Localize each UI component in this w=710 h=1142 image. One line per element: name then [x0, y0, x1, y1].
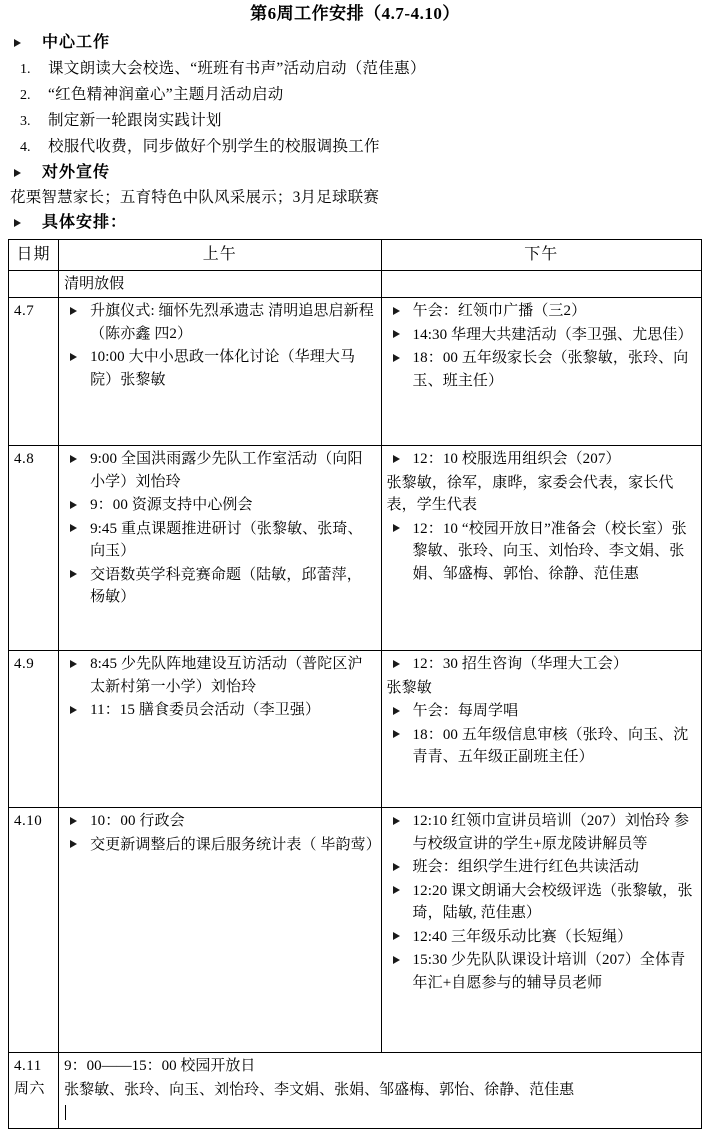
bullet-item — [64, 346, 376, 391]
bullet-item-label: 午会：每周学唱 — [412, 703, 519, 720]
cell-text: 张黎敏 — [386, 679, 432, 696]
table-cell — [59, 808, 381, 1053]
bullet-item-label: 18：00 五年级家长会（张黎敏，张玲、向玉、班主任） — [412, 350, 689, 389]
arrow-bullet-icon — [8, 163, 42, 183]
heading-central-work-label: 中心工作 — [42, 34, 111, 52]
heading-publicity — [8, 161, 704, 185]
bullet-item-label: 9:00 全国洪雨露少先队工作室活动（向阳小学）刘怡玲 — [90, 451, 363, 490]
bullet-item-label: 18：00 五年级信息审核（张玲、向玉、沈青青、五年级正副班主任） — [412, 726, 689, 766]
cell-afternoon — [381, 270, 701, 298]
arrow-bullet-icon — [387, 810, 413, 833]
bullet-item — [387, 880, 697, 925]
cell-date: 4.8 — [9, 446, 59, 651]
table-row — [9, 298, 702, 446]
table-row — [9, 808, 702, 1053]
cell-saturday-content — [59, 1053, 702, 1129]
bullet-item-label: 9:45 重点课题推进研讨（张黎敏、张琦、向玉） — [90, 520, 363, 560]
bullet-item-label: 班会：组织学生进行红色共读活动 — [412, 859, 640, 876]
bullet-item — [387, 653, 697, 676]
arrow-bullet-icon — [64, 834, 90, 857]
table-cell — [381, 446, 701, 651]
bullet-item — [387, 518, 697, 586]
bullet-item-label: 12:10 红领巾宣讲员培训（207）刘怡玲 参与校级宣讲的学生+原龙陵讲解员等 — [412, 813, 690, 852]
bullet-item — [64, 448, 376, 493]
list-item-number: 3. — [20, 114, 31, 130]
bullet-item — [64, 494, 376, 517]
arrow-bullet-icon — [64, 300, 90, 323]
cell-date-line: 周六 — [14, 1080, 46, 1097]
column-header-morning: 上午 — [59, 239, 381, 270]
list-item-number: 4. — [20, 140, 31, 156]
heading-arrangement — [8, 211, 704, 235]
cell-morning: 清明放假 — [59, 270, 381, 298]
cell-text: 张黎敏、张玲、向玉、刘怡玲、李文娟、张娟、邹盛梅、郭怡、徐静、范佳惠 — [64, 1081, 575, 1098]
arrow-bullet-icon — [64, 518, 90, 541]
table-header-row — [9, 239, 702, 270]
cell-text: 张黎敏，徐军，康晔，家委会代表，家长代表，学生代表 — [386, 474, 674, 514]
arrow-bullet-icon — [387, 880, 413, 903]
table-row-saturday — [9, 1053, 702, 1129]
bullet-item — [64, 699, 376, 722]
list-item-number: 1. — [20, 62, 31, 78]
table-cell — [59, 651, 381, 808]
bullet-item-label: 12:40 三年级乐动比赛（长短绳） — [412, 928, 633, 945]
bullet-item-label: 12：30 招生咨询（华理大工会） — [412, 656, 628, 673]
arrow-bullet-icon — [387, 700, 413, 723]
bullet-item — [64, 564, 376, 609]
list-item-label: 制定新一轮跟岗实践计划 — [48, 112, 222, 130]
bullet-item — [387, 926, 697, 949]
arrow-bullet-icon — [387, 926, 413, 949]
arrow-bullet-icon — [64, 564, 90, 587]
bullet-item-label: 升旗仪式: 缅怀先烈承遗志 清明追思启新程（陈亦鑫 四2） — [90, 303, 374, 342]
arrow-bullet-icon — [387, 518, 413, 541]
table-body — [9, 270, 702, 1128]
arrow-bullet-icon — [387, 448, 413, 471]
bullet-item — [387, 324, 697, 347]
list-item — [8, 135, 704, 159]
cell-text: 9：00——15：00 校园开放日 — [64, 1058, 256, 1075]
bullet-item-label: 15:30 少先队队课设计培训（207）全体青年汇+自愿参与的辅导员老师 — [412, 952, 686, 991]
cell-date — [9, 1053, 59, 1129]
bullet-item-label: 9：00 资源支持中心例会 — [90, 497, 253, 514]
bullet-item — [387, 856, 697, 879]
heading-publicity-label: 对外宣传 — [42, 164, 111, 182]
bullet-item — [387, 700, 697, 723]
heading-central-work — [8, 31, 704, 55]
table-row-holiday — [9, 270, 702, 298]
list-item-label: 校服代收费，同步做好个别学生的校服调换工作 — [48, 138, 380, 156]
arrow-bullet-icon — [8, 33, 42, 53]
bullet-item-label: 10:00 大中小思政一体化讨论（华理大马院）张黎敏 — [90, 349, 356, 388]
arrow-bullet-icon — [64, 653, 90, 676]
column-header-afternoon: 下午 — [381, 239, 701, 270]
text-cursor — [64, 1102, 697, 1125]
table-cell — [381, 808, 701, 1053]
arrow-bullet-icon — [64, 810, 90, 833]
arrow-bullet-icon — [387, 324, 413, 347]
list-item-label: “红色精神润童心”主题月活动启动 — [48, 86, 284, 104]
table-cell — [381, 298, 701, 446]
cell-date: 4.10 — [9, 808, 59, 1053]
table-cell — [59, 298, 381, 446]
bullet-item — [64, 300, 376, 345]
bullet-item-label: 12：10 “校园开放日”准备会（校长室）张黎敏、张玲、向玉、刘怡玲、李文娟、张娟、邹盛梅、郭怡、徐静、范佳惠 — [412, 520, 687, 582]
arrow-bullet-icon — [64, 699, 90, 722]
bullet-item — [387, 949, 697, 994]
arrow-bullet-icon — [64, 346, 90, 369]
bullet-item-label: 12:20 课文朗诵大会校级评选（张黎敏，张琦，陆敏, 范佳惠） — [412, 882, 693, 922]
heading-arrangement-label: 具体安排： — [42, 213, 128, 231]
schedule-table — [8, 239, 702, 1129]
column-header-date: 日期 — [9, 239, 59, 270]
cell-date: 4.7 — [9, 298, 59, 446]
bullet-item-label: 8:45 少先队阵地建设互访活动（普陀区沪太新村第一小学）刘怡玲 — [90, 656, 363, 695]
bullet-item — [387, 810, 697, 855]
table-row — [9, 651, 702, 808]
bullet-item — [64, 653, 376, 698]
arrow-bullet-icon — [64, 494, 90, 517]
arrow-bullet-icon — [387, 949, 413, 972]
publicity-detail-text: 花栗智慧家长；五育特色中队风采展示；3月足球联赛 — [10, 189, 380, 207]
list-item — [8, 109, 704, 133]
arrow-bullet-icon — [64, 448, 90, 471]
cell-date — [9, 270, 59, 298]
table-cell — [59, 446, 381, 651]
page-title: 第6周工作安排（4.7-4.10） — [250, 4, 460, 23]
list-item — [8, 83, 704, 107]
outline-section — [0, 31, 710, 234]
bullet-item — [387, 724, 697, 769]
arrow-bullet-icon — [387, 856, 413, 879]
table-cell — [381, 651, 701, 808]
arrow-bullet-icon — [387, 300, 413, 323]
bullet-item — [64, 834, 381, 857]
arrow-bullet-icon — [387, 347, 413, 370]
bullet-item-label: 11：15 膳食委员会活动（李卫强） — [90, 702, 321, 719]
bullet-item — [64, 810, 376, 833]
bullet-item-label: 14:30 华理大共建活动（李卫强、尤思佳） — [412, 326, 693, 343]
bullet-item — [387, 448, 697, 471]
bullet-item — [387, 347, 697, 392]
list-item-label: 课文朗读大会校选、“班班有书声”活动启动（范佳惠） — [48, 60, 426, 78]
cell-date: 4.9 — [9, 651, 59, 808]
arrow-bullet-icon — [387, 653, 413, 676]
list-item — [8, 57, 704, 81]
bullet-item-label: 交更新调整后的课后服务统计表（ 毕韵莺） — [90, 836, 381, 853]
bullet-item-label: 午会：红领巾广播（三2） — [412, 303, 587, 320]
table-row — [9, 446, 702, 651]
arrow-bullet-icon — [8, 213, 42, 233]
list-item-number: 2. — [20, 88, 31, 104]
bullet-item — [64, 518, 376, 563]
bullet-item-label: 10：00 行政会 — [90, 813, 185, 830]
cell-date-line: 4.11 — [14, 1058, 42, 1075]
bullet-item-label: 交语数英学科竞赛命题（陆敏，邱蕾萍，杨敏） — [90, 566, 362, 606]
bullet-item — [387, 300, 697, 323]
arrow-bullet-icon — [387, 724, 413, 747]
bullet-item-label: 12：10 校服选用组织会（207） — [412, 451, 621, 468]
